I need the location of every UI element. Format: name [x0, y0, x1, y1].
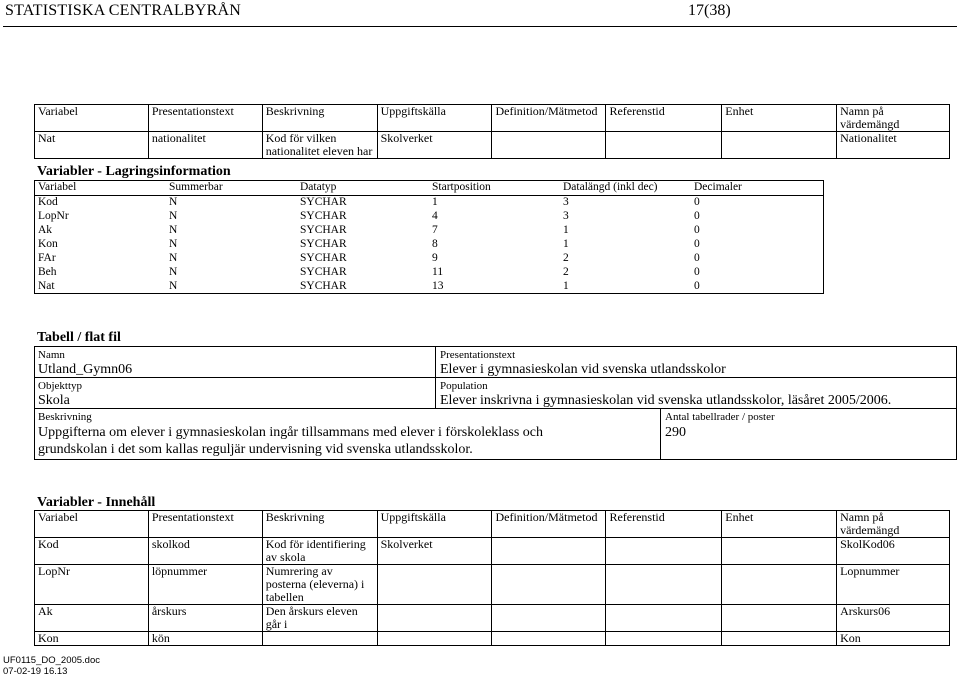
storage-row: [35, 224, 823, 238]
storage-cell: 11: [432, 266, 444, 278]
storage-cell: 0: [694, 196, 700, 208]
top-table-cell: [606, 132, 722, 159]
flatfile-section-title: Tabell / flat fil: [37, 330, 121, 345]
header-divider: [3, 26, 957, 27]
content-table-cell: [722, 632, 837, 646]
objekttyp-value: Skola: [38, 393, 70, 408]
beskrivning-line-2: grundskolan i det som kallas reguljär undervisning vid svenska utlandsskolor.: [38, 442, 473, 457]
top-table-column-header: Uppgiftskälla: [377, 105, 492, 132]
storage-cell: Beh: [38, 266, 57, 278]
storage-table: [35, 181, 823, 294]
storage-cell: N: [169, 210, 178, 222]
top-table-column-header: Beskrivning: [262, 105, 377, 132]
objekttyp-label: Objekttyp: [38, 380, 82, 392]
content-table-column-header: Beskrivning: [262, 511, 377, 538]
content-table-column-header: Referenstid: [606, 511, 722, 538]
content-table-cell: kön: [148, 632, 262, 646]
top-table-cell: [492, 132, 606, 159]
top-table-cell: [722, 132, 837, 159]
storage-cell: SYCHAR: [300, 266, 347, 278]
storage-row: [35, 238, 823, 252]
content-table-cell: [377, 632, 492, 646]
presentation-label: Presentationstext: [440, 349, 516, 361]
storage-cell: Kod: [38, 196, 58, 208]
storage-cell: 0: [694, 210, 700, 222]
storage-cell: N: [169, 252, 178, 264]
top-table-row: [35, 132, 950, 159]
storage-column-header: Datalängd (inkl dec): [560, 181, 691, 196]
content-table-column-header: Namn på värdemängd: [837, 511, 950, 538]
variable-content-table: [34, 510, 950, 646]
storage-column-header: Summerbar: [166, 181, 297, 196]
storage-cell: 0: [694, 280, 700, 292]
storage-cell: N: [169, 196, 178, 208]
content-table-column-header: Enhet: [722, 511, 837, 538]
presentation-value: Elever i gymnasieskolan vid svenska utlandsskolor: [440, 362, 726, 377]
storage-cell: 2: [563, 266, 569, 278]
storage-cell: Ak: [38, 224, 53, 236]
storage-cell: 9: [432, 252, 438, 264]
content-table-cell: [492, 538, 606, 565]
storage-cell: N: [169, 224, 178, 236]
content-table-cell: Lopnummer: [837, 565, 950, 605]
top-table-column-header: Variabel: [35, 105, 149, 132]
content-table-row: [35, 565, 950, 605]
storage-cell: FAr: [38, 252, 56, 264]
storage-cell: SYCHAR: [300, 252, 347, 264]
storage-cell: 7: [432, 224, 438, 236]
content-table-cell: [492, 565, 606, 605]
content-table-cell: Den årskurs eleven går i: [262, 605, 377, 632]
content-table-cell: Kon: [837, 632, 950, 646]
content-table-cell: Skolverket: [377, 538, 492, 565]
storage-cell: 1: [563, 224, 569, 236]
storage-cell: LopNr: [38, 210, 69, 222]
top-table-column-header: Namn på värdemängd: [837, 105, 950, 132]
top-table-cell: Nat: [35, 132, 149, 159]
content-table-cell: [606, 565, 722, 605]
flatfile-divider-count: [660, 408, 661, 459]
content-table-column-header: Definition/Mätmetod: [492, 511, 606, 538]
content-table-cell: [377, 565, 492, 605]
storage-column-header: Decimaler: [691, 181, 823, 196]
storage-cell: 0: [694, 238, 700, 250]
top-table-header-row: [35, 105, 950, 132]
population-value: Elever inskrivna i gymnasieskolan vid svenska utlandsskolor, läsåret 2005/2006.: [440, 393, 892, 408]
storage-column-header: Datatyp: [297, 181, 429, 196]
top-table-cell: Nationalitet: [837, 132, 950, 159]
content-table-row: [35, 605, 950, 632]
storage-cell: 0: [694, 252, 700, 264]
storage-cell: 8: [432, 238, 438, 250]
storage-row: [35, 196, 823, 211]
storage-cell: N: [169, 266, 178, 278]
storage-cell: 13: [432, 280, 444, 292]
content-table-cell: [262, 632, 377, 646]
content-table-column-header: Variabel: [35, 511, 149, 538]
storage-cell: 2: [563, 252, 569, 264]
content-table-cell: Ak: [35, 605, 149, 632]
document-header-org: STATISTISKA CENTRALBYRÅN: [5, 2, 241, 19]
top-table-cell: Skolverket: [377, 132, 492, 159]
content-table-cell: Numrering av posterna (eleverna) i tabellen: [262, 565, 377, 605]
content-table-cell: årskurs: [148, 605, 262, 632]
flatfile-box: [34, 346, 957, 460]
storage-cell: 3: [563, 196, 569, 208]
row-count-label: Antal tabellrader / poster: [665, 411, 775, 423]
storage-row: [35, 280, 823, 294]
storage-cell: SYCHAR: [300, 280, 347, 292]
content-table-cell: Kod: [35, 538, 149, 565]
top-table-column-header: Definition/Mätmetod: [492, 105, 606, 132]
storage-section-title: Variabler - Lagringsinformation: [37, 164, 231, 179]
footer: [3, 655, 100, 677]
content-table-cell: [492, 632, 606, 646]
content-table-cell: skolkod: [148, 538, 262, 565]
content-table-cell: SkolKod06: [837, 538, 950, 565]
top-table-column-header: Presentationstext: [148, 105, 262, 132]
storage-column-header: Startposition: [429, 181, 560, 196]
top-table-cell: nationalitet: [148, 132, 262, 159]
top-table-cell: Kod för vilken nationalitet eleven har: [262, 132, 377, 159]
namn-label: Namn: [38, 349, 65, 361]
content-table-cell: [606, 632, 722, 646]
storage-cell: SYCHAR: [300, 210, 347, 222]
storage-cell: 1: [563, 238, 569, 250]
content-table-header-row: [35, 511, 950, 538]
storage-cell: Nat: [38, 280, 55, 292]
content-table-cell: [492, 605, 606, 632]
storage-cell: Kon: [38, 238, 58, 250]
storage-cell: 4: [432, 210, 438, 222]
storage-row: [35, 210, 823, 224]
content-table-column-header: Uppgiftskälla: [377, 511, 492, 538]
content-table-cell: Kon: [35, 632, 149, 646]
content-table-column-header: Presentationstext: [148, 511, 262, 538]
storage-cell: N: [169, 280, 178, 292]
content-table-cell: [606, 605, 722, 632]
beskrivning-label: Beskrivning: [38, 411, 92, 423]
footer-filename: UF0115_DO_2005.doc: [3, 655, 100, 666]
storage-cell: SYCHAR: [300, 238, 347, 250]
row-count-value: 290: [665, 425, 686, 440]
footer-date: 07-02-19 16.13: [3, 666, 68, 677]
content-table-cell: [377, 605, 492, 632]
storage-cell: 0: [694, 266, 700, 278]
storage-cell: N: [169, 238, 178, 250]
content-table-row: [35, 538, 950, 565]
top-table-column-header: Referenstid: [606, 105, 722, 132]
storage-cell: SYCHAR: [300, 224, 347, 236]
storage-cell: 1: [563, 280, 569, 292]
storage-column-header: Variabel: [35, 181, 166, 196]
storage-cell: 1: [432, 196, 438, 208]
content-table-cell: [606, 538, 722, 565]
beskrivning-line-1: Uppgifterna om elever i gymnasieskolan ingår tillsammans med elever i förskoleklass och: [38, 425, 544, 440]
storage-cell: 3: [563, 210, 569, 222]
content-table-cell: [722, 565, 837, 605]
storage-row: [35, 252, 823, 266]
storage-header-row: [35, 181, 823, 196]
storage-row: [35, 266, 823, 280]
content-table-cell: Arskurs06: [837, 605, 950, 632]
content-table-cell: Kod för identifiering av skola: [262, 538, 377, 565]
content-table-cell: löpnummer: [148, 565, 262, 605]
variable-description-table-top: [34, 104, 950, 159]
content-section-title: Variabler - Innehåll: [37, 495, 156, 510]
namn-value: Utland_Gymn06: [38, 362, 133, 377]
top-table-column-header: Enhet: [722, 105, 837, 132]
storage-cell: SYCHAR: [300, 196, 347, 208]
content-table-cell: LopNr: [35, 565, 149, 605]
content-table-row: [35, 632, 950, 646]
storage-cell: 0: [694, 224, 700, 236]
content-table-cell: [722, 605, 837, 632]
storage-table-frame: [34, 180, 824, 294]
population-label: Population: [440, 380, 488, 392]
page-number: 17(38): [688, 2, 731, 19]
content-table-cell: [722, 538, 837, 565]
